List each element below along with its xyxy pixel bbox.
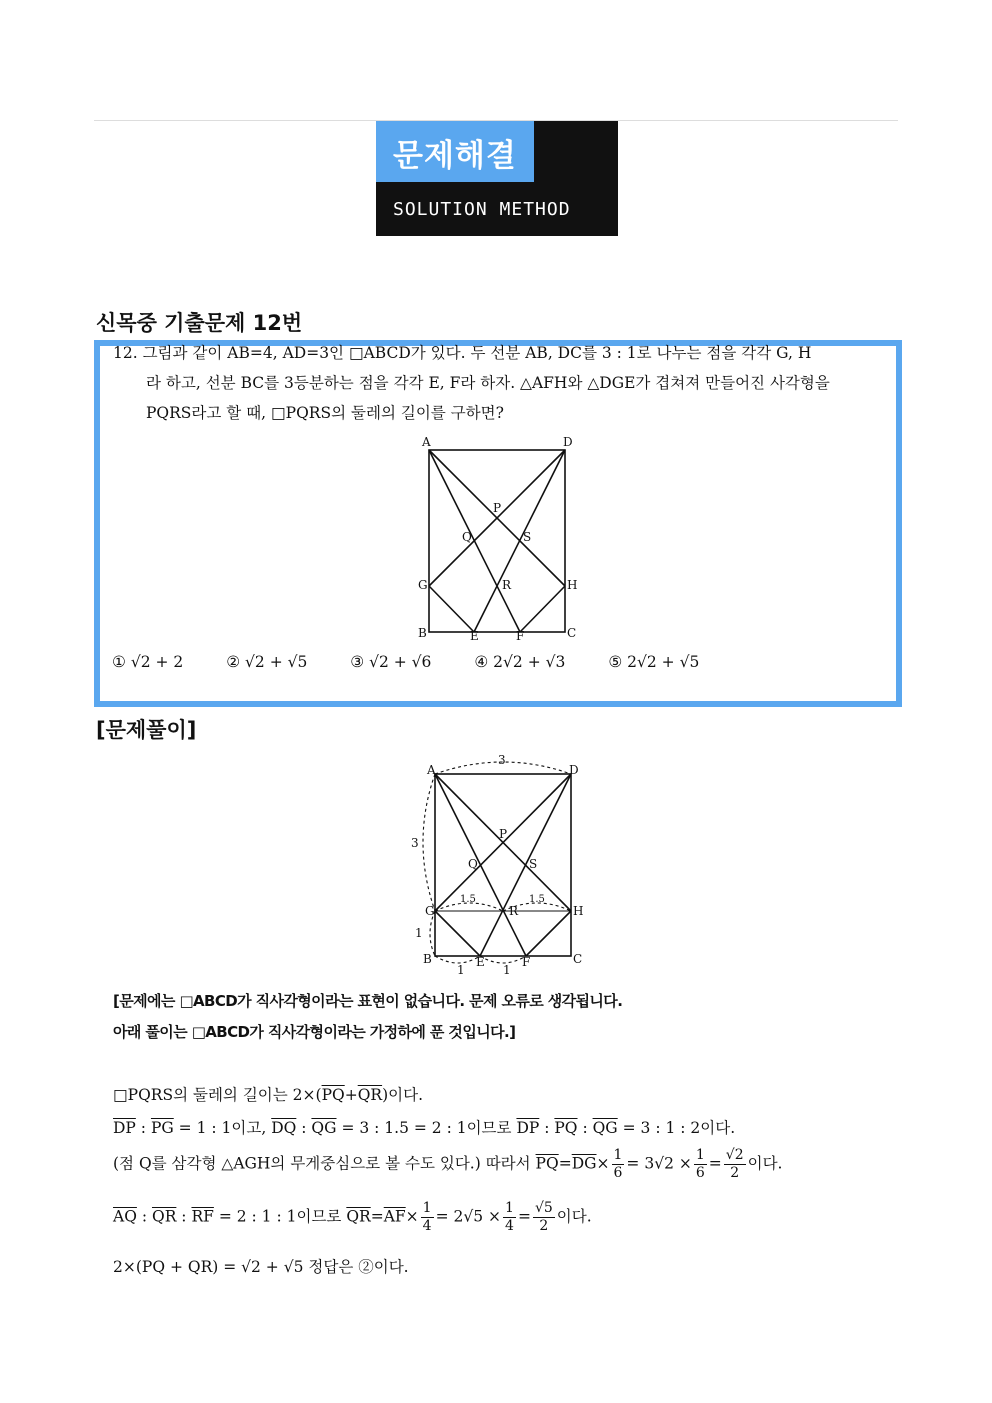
label-s: S xyxy=(523,530,532,544)
sol-label-h: H xyxy=(573,904,584,918)
l2-dp: $\overline{DP}$ xyxy=(113,1119,136,1137)
l2-text-b: = 3 : 1.5 = 2 : 1이므로 xyxy=(336,1119,517,1137)
l3-frac-1-num: 1 xyxy=(613,1147,623,1163)
l3-dg: $\overline{DG}$ xyxy=(571,1154,597,1173)
l4-text-a: = 2 : 1 : 1이므로 xyxy=(213,1207,347,1226)
l1-text-a: □PQRS의 둘레의 길이는 2×( xyxy=(113,1086,322,1104)
sol-label-b: B xyxy=(423,952,432,966)
section-title: 신목중 기출문제 12번 xyxy=(96,311,303,335)
l3-frac-2-den: 6 xyxy=(695,1165,705,1181)
l3-end: 이다. xyxy=(747,1154,783,1173)
l4-frac-1-num: 1 xyxy=(422,1200,432,1216)
sol-label-f: F xyxy=(522,955,531,969)
l3-times: × xyxy=(596,1154,610,1173)
l4-frac-2 xyxy=(503,1200,516,1235)
label-a: A xyxy=(422,435,431,449)
sol-len-left: 3 xyxy=(411,836,419,850)
sol-len-mid-right: 1.5 xyxy=(529,894,545,905)
choice-3[interactable]: ③ √2 + √6 xyxy=(350,653,432,671)
l4-frac-3-den: 2 xyxy=(539,1218,549,1234)
answer-choices xyxy=(112,653,737,671)
l4-frac-1-den: 4 xyxy=(422,1218,432,1234)
header-subtitle: SOLUTION METHOD xyxy=(393,199,571,220)
sol-label-p: P xyxy=(499,827,508,841)
l2-dq: $\overline{DQ}$ xyxy=(271,1119,297,1137)
problem-line-1: 12. 그림과 같이 AB=4, AD=3인 □ABCD가 있다. 두 선분 AB, DC를 3 : 1로 나누는 점을 각각 G, H xyxy=(113,344,812,362)
l4-end: 이다. xyxy=(556,1207,592,1226)
l4-rf: $\overline{RF}$ xyxy=(191,1207,214,1226)
l3-frac-3 xyxy=(724,1147,746,1182)
l2-qg-2: $\overline{QG}$ xyxy=(592,1119,618,1137)
solution-line-2 xyxy=(113,1116,735,1138)
l1-text-b: )이다. xyxy=(382,1086,424,1104)
l4-eq-3: = xyxy=(517,1207,531,1226)
l3-eq: = xyxy=(558,1154,572,1173)
sol-len-top: 3 xyxy=(498,753,506,767)
l4-aq: $\overline{AQ}$ xyxy=(113,1207,137,1226)
l4-qr: $\overline{QR}$ xyxy=(151,1207,177,1226)
sol-label-q: Q xyxy=(468,857,478,871)
l3-pq: $\overline{PQ}$ xyxy=(535,1154,559,1173)
l2-qg: $\overline{QG}$ xyxy=(311,1119,337,1137)
l2-colon-1: : xyxy=(135,1119,151,1137)
l3-frac-3-num: √2 xyxy=(725,1147,744,1163)
solution-line-1 xyxy=(113,1083,423,1105)
label-b: B xyxy=(418,626,427,640)
l3-frac-1 xyxy=(612,1147,625,1182)
l2-colon-2: : xyxy=(296,1119,312,1137)
l2-text-a: = 1 : 1이고, xyxy=(173,1119,272,1137)
l4-frac-1 xyxy=(421,1200,434,1235)
label-c: C xyxy=(567,626,577,640)
sol-label-r: R xyxy=(509,904,519,918)
l1-qr: $\overline{QR}$ xyxy=(357,1086,383,1104)
solution-title: [문제풀이] xyxy=(96,718,197,742)
solution-line-5: 2×(PQ + QR) = √2 + √5 정답은 ②이다. xyxy=(113,1258,409,1276)
label-p: P xyxy=(493,501,502,515)
sol-label-g: G xyxy=(425,904,435,918)
l4-eq: = xyxy=(370,1207,384,1226)
l4-eq-2: = 2√5 × xyxy=(435,1207,502,1226)
choice-4[interactable]: ④ 2√2 + √3 xyxy=(474,653,566,671)
l3-frac-1-den: 6 xyxy=(613,1165,623,1181)
sol-len-bottom-2: 1 xyxy=(503,963,511,977)
problem-figure xyxy=(410,432,590,644)
l2-dp-2: $\overline{DP}$ xyxy=(516,1119,540,1137)
l3-text-a: (점 Q를 삼각형 △AGH의 무게중심으로 볼 수도 있다.) 따라서 xyxy=(113,1154,536,1173)
l2-pq: $\overline{PQ}$ xyxy=(554,1119,578,1137)
l1-pq: $\overline{PQ}$ xyxy=(321,1086,345,1104)
sol-len-bottom-1: 1 xyxy=(457,963,465,977)
l3-eq-3: = xyxy=(708,1154,722,1173)
l3-frac-2 xyxy=(694,1147,707,1182)
sol-label-d: D xyxy=(569,763,579,777)
l4-frac-2-num: 1 xyxy=(505,1200,514,1216)
choice-1[interactable]: ① √2 + 2 xyxy=(112,653,184,671)
sol-label-e: E xyxy=(476,955,485,969)
l2-pg: $\overline{PG}$ xyxy=(150,1119,174,1137)
label-e: E xyxy=(470,629,479,643)
sol-len-left-small: 1 xyxy=(415,926,423,940)
l4-frac-3 xyxy=(533,1200,555,1235)
l4-colon-2: : xyxy=(176,1207,192,1226)
l3-frac-3-den: 2 xyxy=(730,1165,740,1181)
sol-label-c: C xyxy=(573,952,583,966)
sol-label-a: A xyxy=(427,763,436,777)
solution-note-1: [문제에는 □ABCD가 직사각형이라는 표현이 없습니다. 문제 오류로 생각됩니다. xyxy=(113,992,623,1010)
sol-len-mid-left: 1.5 xyxy=(460,894,476,905)
header-title: 문제해결 xyxy=(393,138,517,174)
l4-times: × xyxy=(405,1207,419,1226)
l2-colon-3: : xyxy=(539,1119,555,1137)
solution-rect xyxy=(435,774,571,956)
solution-note-2: 아래 풀이는 □ABCD가 직사각형이라는 가정하에 푼 것입니다.] xyxy=(113,1023,516,1041)
l4-qr-2: $\overline{QR}$ xyxy=(346,1207,371,1226)
l3-frac-2-num: 1 xyxy=(695,1147,705,1163)
l4-frac-2-den: 4 xyxy=(505,1218,514,1234)
l4-frac-3-num: √5 xyxy=(534,1200,553,1216)
solution-line-3 xyxy=(113,1147,782,1182)
l4-af: $\overline{AF}$ xyxy=(383,1207,406,1226)
label-q: Q xyxy=(462,530,472,544)
rect-abcd xyxy=(429,450,565,632)
l4-colon-1: : xyxy=(136,1207,152,1226)
label-d: D xyxy=(563,435,573,449)
l2-text-c: = 3 : 1 : 2이다. xyxy=(617,1119,736,1137)
solution-figure xyxy=(405,752,595,978)
l2-colon-4: : xyxy=(577,1119,593,1137)
problem-line-3: PQRS라고 할 때, □PQRS의 둘레의 길이를 구하면? xyxy=(146,404,504,422)
choice-5[interactable]: ⑤ 2√2 + √5 xyxy=(608,653,700,671)
problem-line-2: 라 하고, 선분 BC를 3등분하는 점을 각각 E, F라 하자. △AFH와 △DGE가 겹쳐져 만들어진 사각형을 xyxy=(146,374,830,392)
sol-label-s: S xyxy=(529,857,538,871)
label-h: H xyxy=(567,578,578,592)
solution-line-4 xyxy=(113,1200,592,1235)
l1-plus: + xyxy=(344,1086,358,1104)
l3-eq-2: = 3√2 × xyxy=(626,1154,692,1173)
label-r: R xyxy=(502,578,512,592)
choice-2[interactable]: ② √2 + √5 xyxy=(226,653,308,671)
label-f: F xyxy=(516,629,525,643)
label-g: G xyxy=(418,578,428,592)
